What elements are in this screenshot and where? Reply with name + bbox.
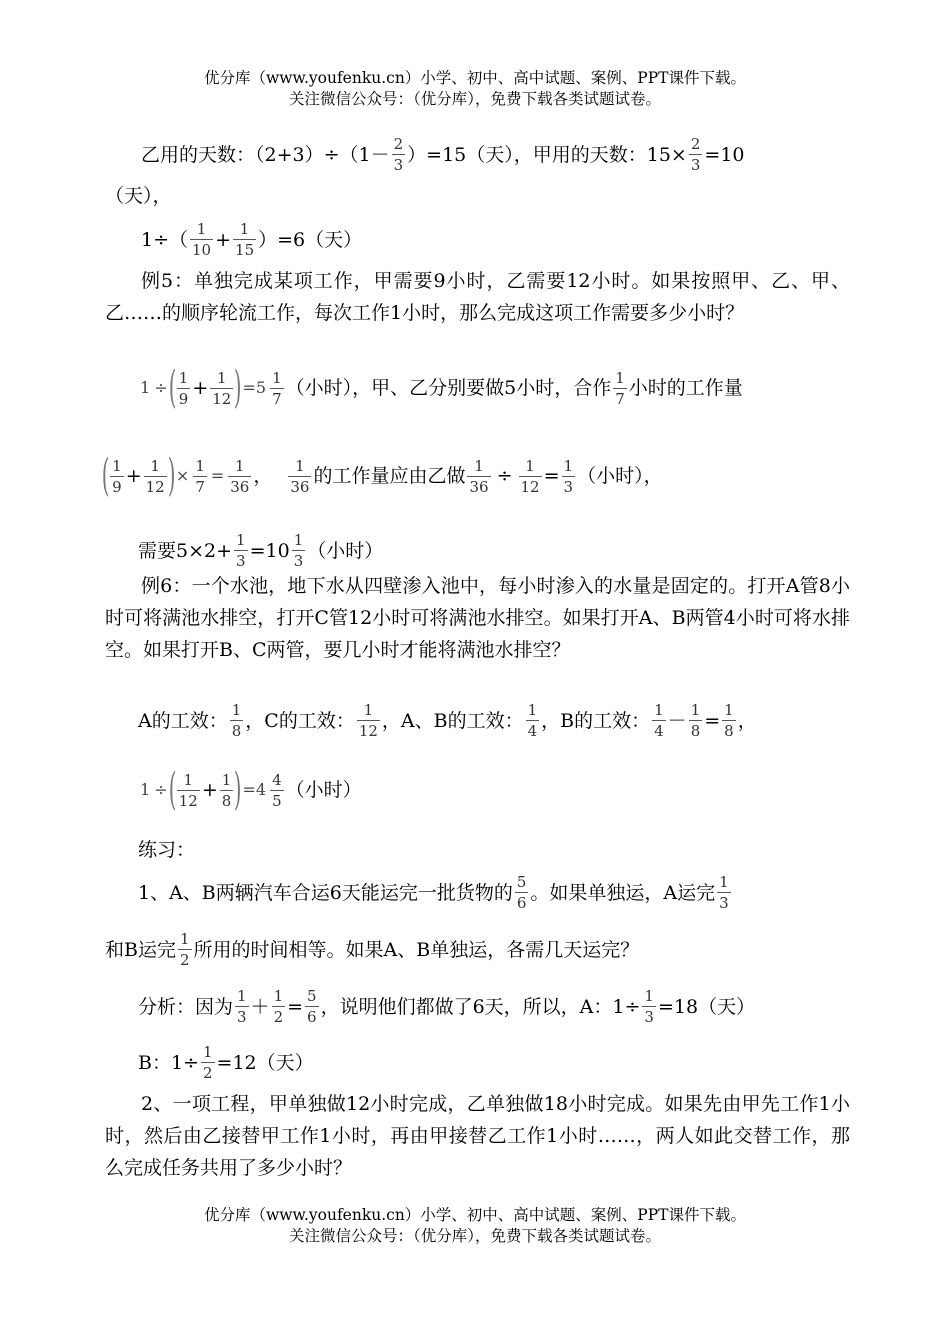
fraction-one-eighth [689, 700, 703, 741]
left-paren: ( [101, 450, 110, 501]
text: 所用的时间相等。如果A、B单独运，各需几天运完？ [193, 938, 640, 961]
practice-heading [138, 834, 195, 866]
numerator: 1 [231, 701, 242, 719]
fraction-two-thirds [689, 134, 703, 175]
denominator: 3 [719, 894, 729, 912]
text: 1÷（ [141, 228, 189, 251]
text: 的工作量应由乙做 [313, 465, 466, 487]
footer-line-2: 关注微信公众号：（优分库），免费下载各类试题试卷。 [288, 1227, 661, 1245]
left-paren: ( [168, 764, 177, 815]
right-paren: ) [234, 362, 242, 413]
fraction-one-half [201, 1042, 215, 1083]
fraction-one-twelfth [144, 456, 167, 497]
numerator: 1 [724, 701, 734, 719]
text: 1 [140, 378, 151, 397]
fraction-one-seventh [193, 456, 207, 497]
numerator: 1 [295, 456, 305, 475]
example-6-solution-2 [138, 764, 362, 815]
denominator: 3 [644, 1008, 654, 1026]
text: 分析：因为 [138, 995, 234, 1018]
fraction-one-eighth [230, 700, 244, 741]
equals-sign: = [210, 466, 225, 485]
plus-sign: + [125, 465, 142, 487]
header-line-1: 优分库（www.youfenku.cn）小学、初中、高中试题、案例、PPT课件下载。 [203, 69, 747, 87]
text: ，B的工效： [541, 709, 651, 732]
numerator: 1 [236, 531, 246, 549]
denominator: 36 [290, 477, 310, 496]
denominator: 3 [236, 552, 246, 570]
header-line-2: 关注微信公众号：（优分库），免费下载各类试题试卷。 [288, 90, 661, 108]
practice-2-text: 2、一项工程，甲单独做12小时完成，乙单独做18小时完成。如果先由甲先工作1小时，然后由乙接替甲工作1小时，再由甲接替乙工作1小时……，两人如此交替工作，那么完成任务共用了多少小时？ [105, 1093, 850, 1179]
numerator: 1 [363, 701, 374, 719]
numerator: 1 [150, 456, 160, 475]
text: （小时），甲、乙分别要做5小时，合作 [285, 377, 612, 399]
divide-sign: ÷ [154, 378, 168, 397]
numerator: 1 [179, 930, 190, 948]
fraction-two-thirds [392, 134, 406, 175]
denominator: 3 [237, 1008, 247, 1026]
fraction-one-third [717, 872, 731, 913]
denominator: 15 [235, 241, 255, 259]
plus-sign: + [192, 377, 209, 399]
fraction-one-eighth [722, 700, 736, 741]
numerator: 1 [474, 456, 484, 475]
example-6-solution-1 [138, 700, 757, 741]
text: 1 [140, 780, 151, 799]
divide-sign: ÷ [496, 465, 513, 487]
numerator: 1 [221, 770, 232, 789]
solution-line-2 [105, 180, 172, 212]
fraction-one-half [272, 986, 286, 1027]
footer-line-1: 优分库（www.youfenku.cn）小学、初中、高中试题、案例、PPT课件下载。 [203, 1206, 747, 1224]
text: = [543, 465, 560, 487]
page-header [0, 68, 950, 110]
fraction-one-third [235, 986, 249, 1027]
text: ）=15（天），甲用的天数：15× [407, 143, 687, 166]
numerator: 2 [393, 135, 404, 153]
text: － [667, 709, 687, 732]
numerator: 1 [112, 456, 122, 475]
denominator: 12 [212, 389, 232, 408]
numerator: 4 [272, 770, 282, 789]
text: ＋ [250, 995, 270, 1018]
denominator: 10 [192, 241, 212, 259]
numerator: 1 [217, 368, 227, 387]
text: ，C的工效： [245, 709, 355, 732]
fraction-one-twelfth [357, 700, 380, 741]
text: =5 [242, 378, 267, 397]
fraction-one-ninth [177, 368, 191, 409]
numerator: 1 [563, 456, 574, 475]
text: 小时的工作量 [628, 377, 743, 399]
text: 练习： [138, 839, 196, 861]
solution-line-3 [141, 219, 362, 260]
fraction-one-36 [467, 456, 490, 497]
times-sign: × [175, 466, 190, 485]
numerator: 1 [202, 1043, 213, 1061]
numerator: 1 [272, 368, 282, 387]
numerator: 1 [178, 368, 189, 387]
denominator: 4 [654, 722, 664, 740]
text: = [287, 995, 304, 1018]
text: = [704, 709, 721, 732]
numerator: 1 [654, 701, 664, 719]
denominator: 12 [520, 477, 540, 496]
practice-1-line-2 [105, 929, 639, 970]
example-6-text: 例6：一个水池，地下水从四壁渗入池中，每小时渗入的水量是固定的。打开A管8小时可将满池水排空，打开C管12小时可将满池水排空。如果打开A、B两管4小时可将水排空。如果打开B、C两管，要几小时才能将满池水排空？ [105, 575, 850, 661]
denominator: 8 [724, 722, 734, 740]
text: ， [253, 465, 273, 487]
fraction-one-36 [228, 456, 251, 497]
example-5-text: 例5：单独完成某项工作，甲需要9小时，乙需要12小时。如果按照甲、乙、甲、乙……的顺序轮流工作，每次工作1小时，那么完成这项工作需要多少小时？ [105, 270, 850, 324]
numerator: 2 [690, 135, 701, 153]
numerator: 1 [719, 873, 729, 891]
denominator: 8 [231, 722, 242, 740]
fraction-one-twelfth [210, 368, 233, 409]
fraction-one-fifteenth [233, 219, 256, 260]
fraction-one-eighth [220, 770, 234, 811]
text: 乙用的天数：（2+3）÷（1－ [141, 143, 390, 166]
divide-sign: ÷ [154, 780, 168, 799]
text: ，A、B的工效： [381, 709, 524, 732]
numerator: 1 [527, 701, 538, 719]
text: B：1÷ [138, 1051, 199, 1074]
text: 需要5×2+ [138, 539, 233, 562]
left-paren: ( [168, 362, 177, 413]
denominator: 36 [469, 477, 489, 496]
fraction-one-twelfth [519, 456, 542, 497]
fraction-one-quarter [652, 700, 666, 741]
text: =10 [704, 143, 745, 166]
denominator: 12 [178, 791, 198, 810]
denominator: 12 [145, 477, 165, 496]
numerator: 1 [235, 456, 245, 475]
denominator: 7 [272, 389, 282, 408]
text: （天）， [105, 185, 172, 207]
denominator: 3 [690, 156, 701, 174]
denominator: 5 [272, 791, 282, 810]
numerator: 1 [237, 987, 247, 1005]
plus-sign: + [215, 228, 232, 251]
text: 。如果单独运，A运完 [530, 881, 716, 904]
example-5-solution-1 [138, 362, 743, 413]
fraction-one-36 [288, 456, 311, 497]
denominator: 7 [615, 389, 625, 408]
denominator: 9 [178, 389, 189, 408]
numerator: 1 [196, 220, 207, 238]
text: 1、A、B两辆汽车合运6天能运完一批货物的 [138, 881, 513, 904]
denominator: 6 [307, 1008, 317, 1026]
denominator: 2 [179, 951, 190, 969]
fraction-five-sixths [305, 986, 319, 1027]
denominator: 2 [202, 1064, 213, 1082]
denominator: 3 [393, 156, 404, 174]
fraction-one-seventh [270, 368, 284, 409]
analysis-b-line [138, 1042, 314, 1083]
text: ，说明他们都做了6天，所以，A：1÷ [320, 995, 641, 1018]
plus-sign: + [201, 779, 218, 801]
text: 和B运完 [105, 938, 176, 961]
page-footer [0, 1205, 950, 1247]
text: =10 [249, 539, 290, 562]
right-paren: ) [167, 450, 176, 501]
numerator: 1 [195, 456, 205, 475]
numerator: 1 [183, 770, 194, 789]
numerator: 1 [293, 531, 304, 549]
numerator: 5 [516, 873, 527, 891]
example-5-solution-2 [101, 450, 663, 501]
denominator: 3 [293, 552, 304, 570]
numerator: 1 [615, 368, 625, 387]
fraction-one-third [234, 530, 248, 571]
fraction-one-quarter [526, 700, 540, 741]
fraction-five-sixths [515, 872, 529, 913]
fraction-four-fifths [270, 770, 284, 811]
text: （小时） [285, 779, 362, 801]
fraction-one-third [642, 986, 656, 1027]
numerator: 5 [307, 987, 317, 1005]
numerator: 1 [690, 701, 701, 719]
practice-1-line-1 [138, 872, 733, 913]
text: ， [737, 709, 757, 732]
numerator: 1 [525, 456, 535, 475]
denominator: 7 [195, 477, 205, 496]
numerator: 1 [239, 220, 250, 238]
text: =4 [242, 780, 267, 799]
text: =18（天） [657, 995, 756, 1018]
fraction-one-half [178, 929, 192, 970]
fraction-one-tenth [190, 219, 213, 260]
text: A的工效： [138, 709, 228, 732]
text: ）=6（天） [258, 228, 363, 251]
denominator: 8 [690, 722, 701, 740]
text: （小时） [307, 539, 384, 562]
fraction-one-third [562, 456, 576, 497]
right-paren: ) [234, 764, 242, 815]
denominator: 2 [273, 1008, 284, 1026]
denominator: 4 [527, 722, 538, 740]
solution-line-1 [141, 134, 745, 175]
denominator: 8 [221, 791, 232, 810]
numerator: 1 [273, 987, 284, 1005]
denominator: 3 [563, 477, 574, 496]
fraction-one-ninth [110, 456, 124, 497]
fraction-one-seventh [613, 368, 627, 409]
fraction-one-third [292, 530, 306, 571]
numerator: 1 [644, 987, 654, 1005]
denominator: 12 [358, 722, 378, 740]
analysis-line [138, 986, 755, 1027]
fraction-one-twelfth [177, 770, 200, 811]
text: =12（天） [216, 1051, 314, 1074]
denominator: 6 [516, 894, 527, 912]
denominator: 36 [230, 477, 250, 496]
text: （小时）， [577, 465, 663, 487]
denominator: 9 [112, 477, 122, 496]
example-5-solution-3 [138, 530, 383, 571]
